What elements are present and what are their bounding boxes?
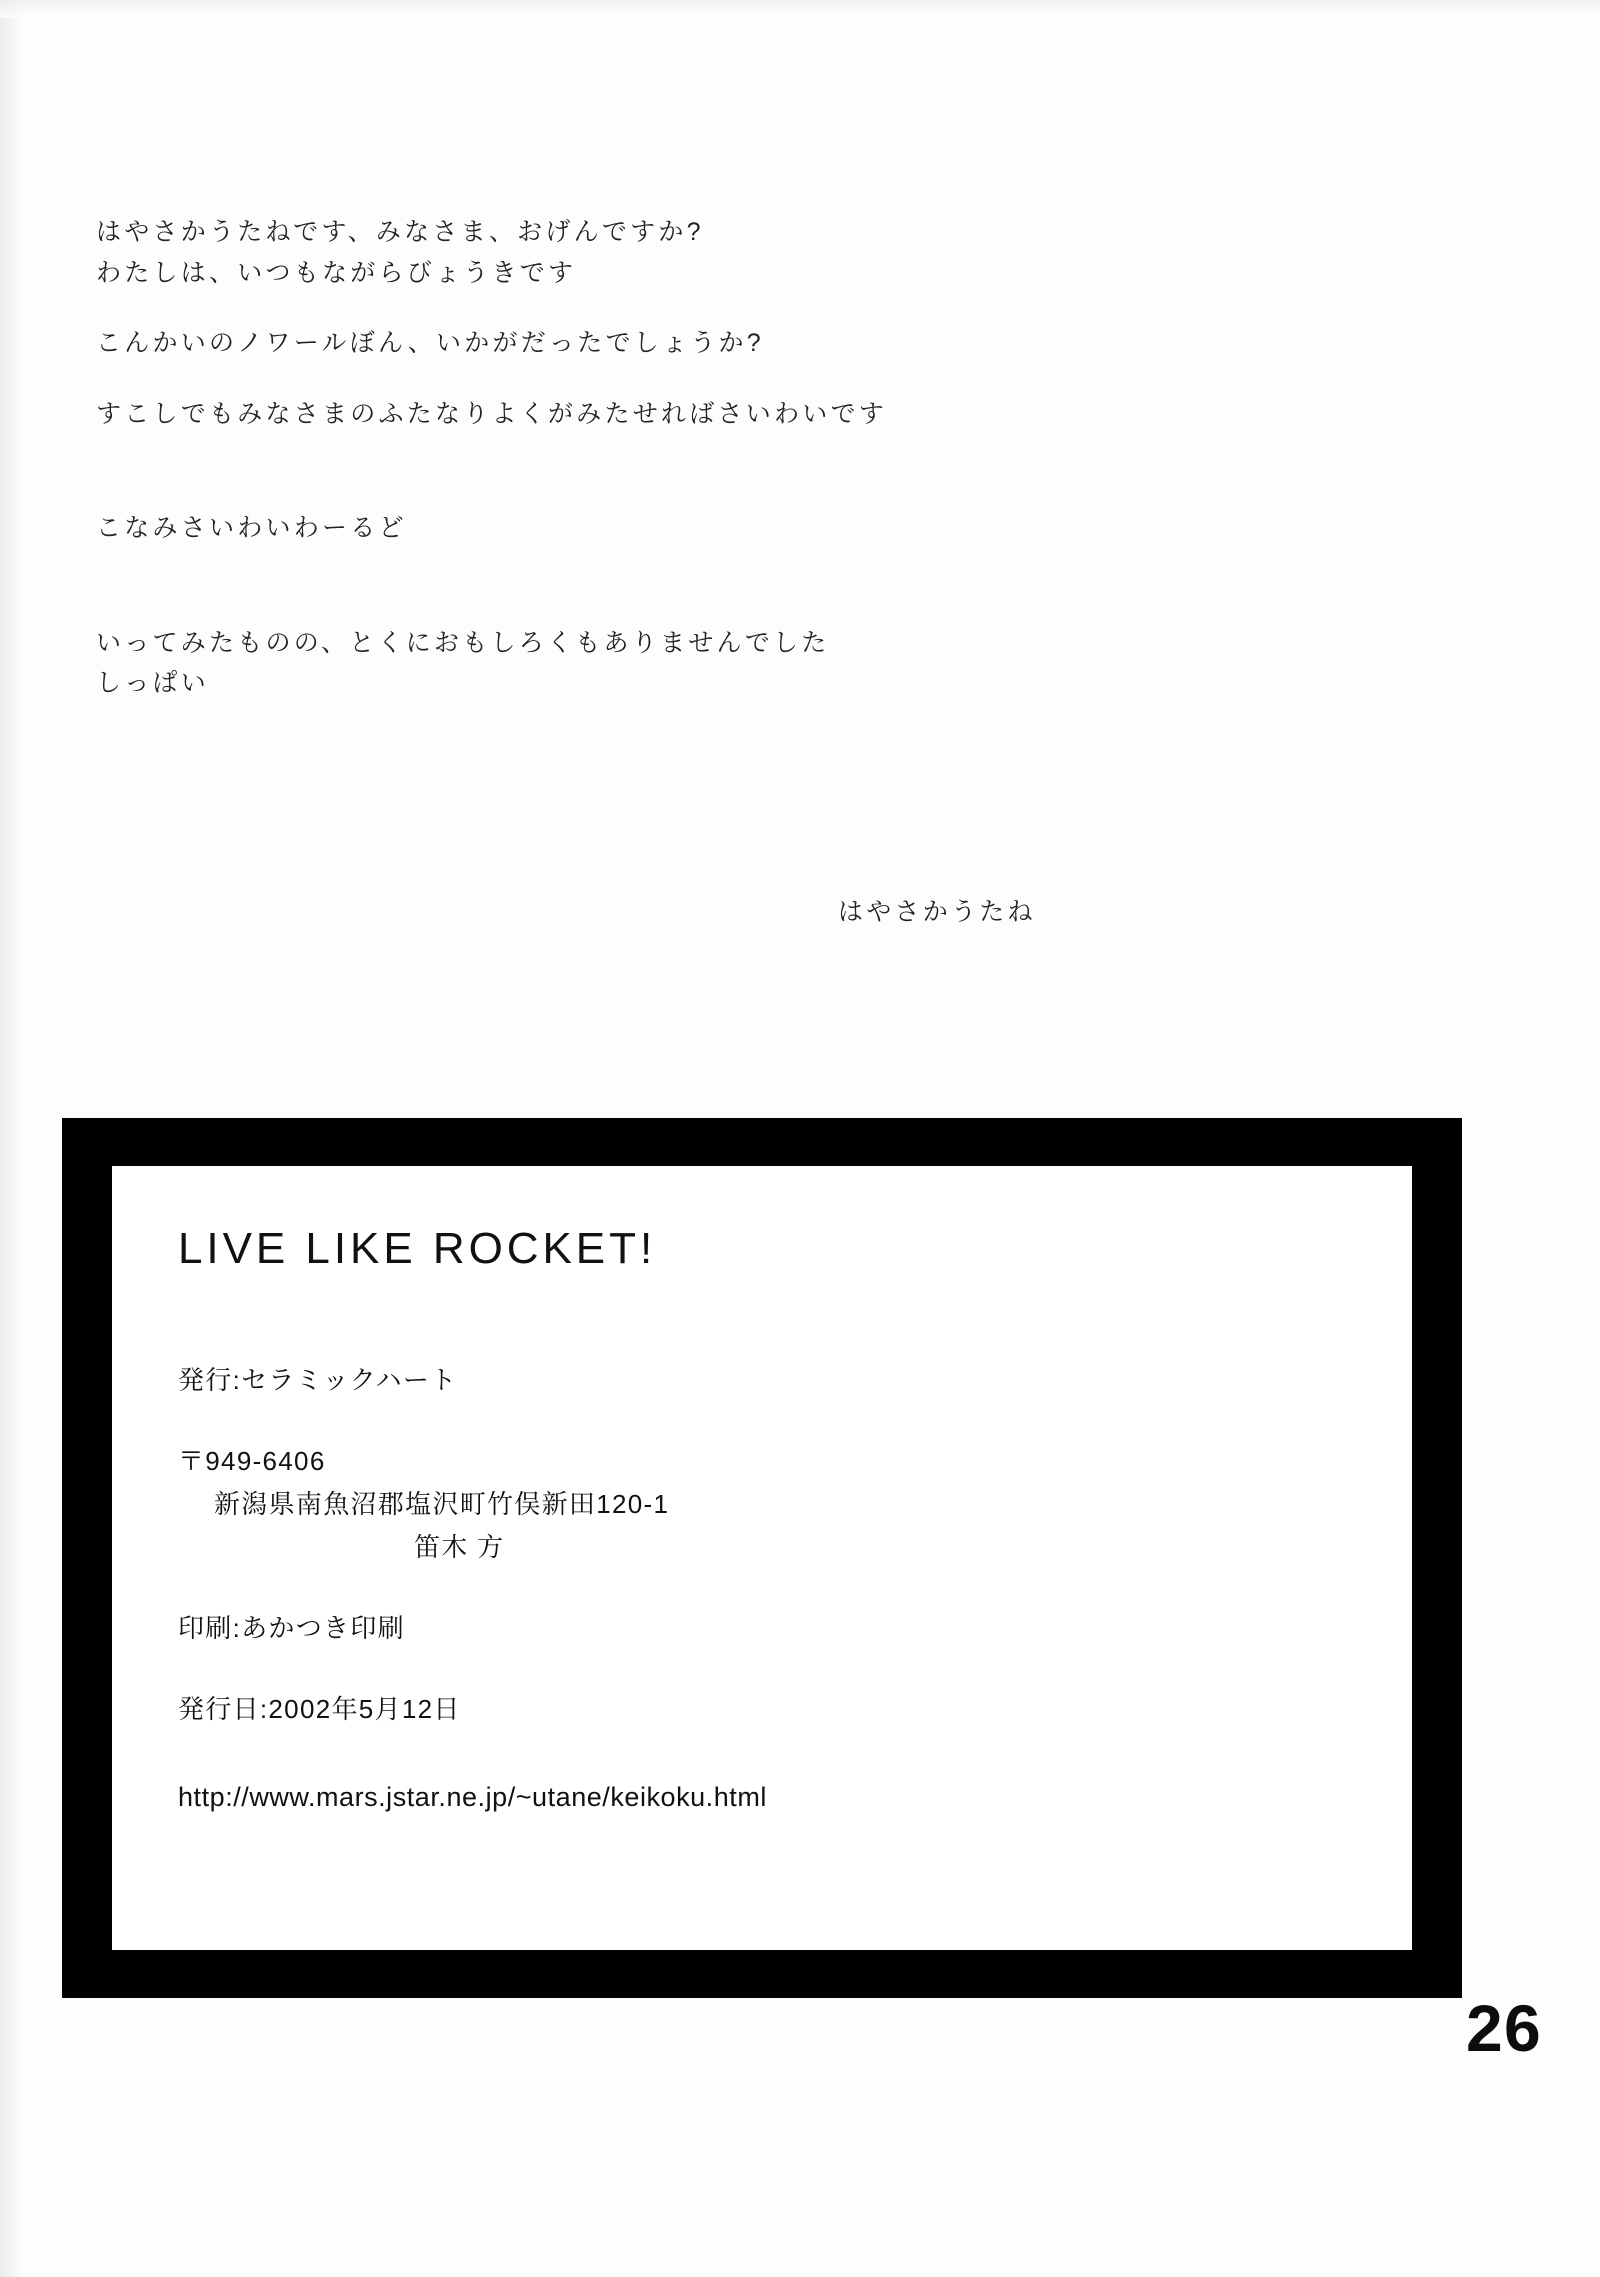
colophon-postal-code: 〒949-6406 [178, 1446, 326, 1476]
spacer [96, 549, 1276, 623]
afterword-line: すこしでもみなさまのふたなりよくがみたせればさいわいです [96, 399, 888, 428]
colophon-frame [62, 1118, 1462, 1998]
colophon-printer: 印刷:あかつき印刷 [178, 1613, 405, 1643]
scan-edge-left [0, 0, 26, 2277]
afterword-line: はやさかうたねです、みなさま、おげんですか? [96, 218, 704, 246]
colophon-address-line2: 笛木 方 [414, 1532, 505, 1562]
afterword-text-block [96, 212, 1276, 704]
scan-edge-top [0, 0, 1600, 18]
spacer [96, 293, 1276, 323]
colophon-inner-panel [112, 1166, 1412, 1950]
spacer [96, 434, 1276, 508]
afterword-line: しっぱい [96, 669, 210, 697]
colophon-address-line1: 新潟県南魚沼郡塩沢町竹俣新田120-1 [214, 1489, 670, 1519]
afterword-line: わたしは、いつもながらびょうきです [96, 258, 577, 287]
colophon-publisher: 発行:セラミックハート [178, 1365, 458, 1395]
colophon-content [178, 1224, 1372, 1813]
spacer [96, 364, 1276, 394]
afterword-line: いってみたものの、とくにおもしろくもありませんでした [96, 628, 830, 657]
page-number: 26 [1465, 1991, 1542, 2065]
colophon-url: http://www.mars.jstar.ne.jp/~utane/keikoku.html [178, 1782, 767, 1812]
afterword-line: こなみさいわいわーるど [96, 514, 407, 542]
colophon-publish-date: 発行日:2002年5月12日 [178, 1694, 461, 1724]
colophon-title: LIVE LIKE ROCKET! [178, 1224, 657, 1273]
afterword-line: こんかいのノワールぼん、いかがだったでしょうか? [96, 329, 764, 357]
author-signature: はやさかうたね [838, 898, 1036, 926]
